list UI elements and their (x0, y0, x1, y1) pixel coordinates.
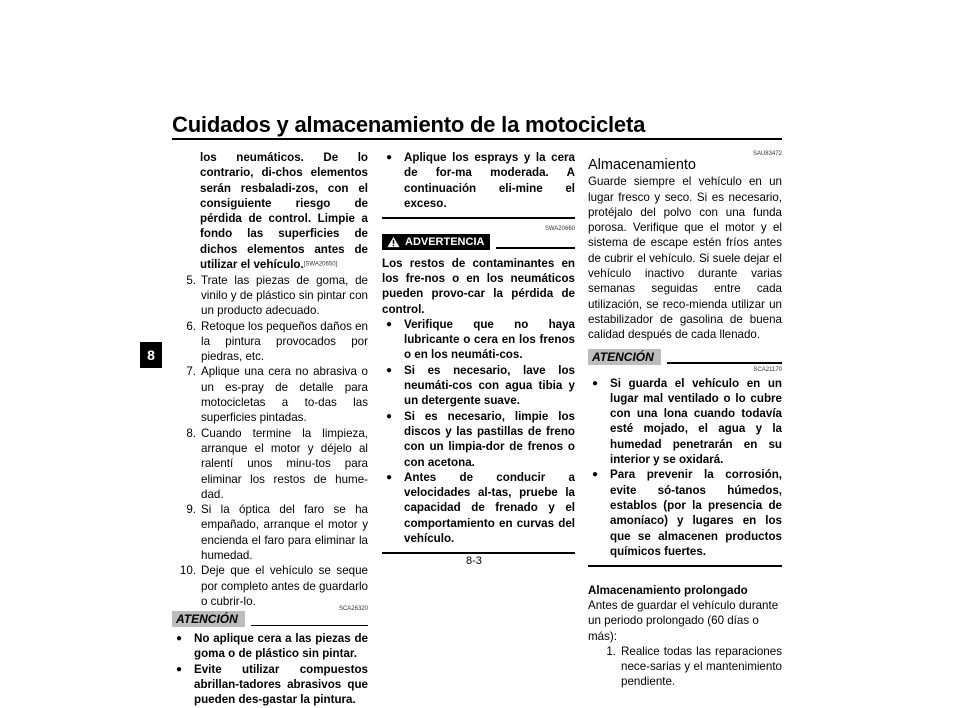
step-number: 5. (186, 273, 196, 287)
chapter-tab: 8 (140, 342, 162, 368)
page-title: Cuidados y almacenamiento de la motocicleta (172, 112, 646, 137)
atencion-label: ATENCIÓN (172, 611, 245, 627)
section-title: Almacenamiento (588, 157, 696, 173)
atencion-bullet (588, 467, 782, 559)
warning-code: SWA20660 (544, 225, 575, 232)
notice-rule (496, 247, 575, 249)
notice-end-rule (382, 217, 575, 219)
atencion-notice-header (588, 349, 782, 365)
bullet-text: Si es necesario, limpie los discos y las pastillas de freno con un limpia-dor de frenos o con acetona. (404, 409, 575, 469)
column-1 (172, 150, 368, 708)
page-number: 8-3 (466, 555, 482, 567)
atencion-label: ATENCIÓN (588, 349, 661, 365)
column-3 (588, 150, 782, 690)
step-number: 8. (186, 426, 196, 440)
warning-badge (382, 234, 490, 250)
atencion-bullet (588, 376, 782, 468)
column-2 (382, 150, 575, 554)
step-text: Realice todas las reparaciones nece-sarias y el mantenimiento pendiente. (621, 644, 782, 689)
notice-rule (667, 362, 782, 364)
subsection-intro: Antes de guardar el vehículo durante un periodo prolongado (60 días o más): (588, 598, 779, 643)
step-number: 7. (186, 365, 196, 379)
warning-notice-header (382, 234, 575, 250)
warning-label: ADVERTENCIA (405, 235, 485, 248)
spray-bullet (382, 150, 575, 211)
notice-end-rule (382, 552, 575, 554)
bullet-text: Antes de conducir a velocidades al-tas, pruebe la capacidad de frenado y el comportamiento en curvas del vehículo. (404, 470, 575, 546)
bullet-icon: ● (592, 469, 599, 481)
subsection-title: Almacenamiento prolongado (588, 583, 748, 597)
bullet-icon: ● (386, 410, 393, 422)
warning-bullet (382, 409, 575, 470)
step-text: Aplique una cera no abrasiva o un es-pray de detalle para motocicletas a to-das las superficies pintadas. (201, 365, 368, 425)
warning-continuation (172, 150, 368, 273)
step-number: 9. (186, 503, 196, 517)
step-item (172, 273, 368, 319)
step-text: Retoque los pequeños daños en la pintura provocados por piedras, etc. (201, 319, 368, 364)
bullet-text: Evite utilizar compuestos abrillan-tadores abrasivos que pueden des-gastar la pintura. (194, 662, 368, 707)
bullet-text: Si es necesario, lave los neumáti-cos con agua tibia y un detergente suave. (404, 363, 575, 408)
step-item (172, 319, 368, 365)
section-body: Guarde siempre el vehículo en un lugar fresco y seco. Si es necesario, protéjalo del polvo con una funda porosa. Verifique que el motor y el sistema de escape estén fríos antes de cubrir el vehículo. Si suele dejar el vehículo inactivo durante varias semanas seguidas entre cada utilización, se reco-mienda utilizar un estabilizador de gasolina de buena calidad después de cada llenado. (588, 175, 782, 342)
warning-bullet (382, 317, 575, 363)
step-number: 1. (606, 644, 616, 658)
atencion-bullet (172, 662, 368, 708)
step-number: 6. (186, 319, 196, 333)
bullet-icon: ● (176, 663, 183, 675)
step-item (172, 502, 368, 563)
step-item (172, 364, 368, 425)
warning-triangle-icon (387, 236, 400, 248)
bullet-icon: ● (386, 152, 393, 163)
step-item (588, 644, 782, 690)
warning-bullet (382, 363, 575, 409)
section-code: SAU83472 (752, 151, 782, 157)
bullet-text: Verifique que no haya lubricante o cera en los frenos o en los neumáti-cos. (404, 317, 575, 362)
atencion-code: SCA21170 (753, 366, 782, 373)
bullet-text: Si guarda el vehículo en un lugar mal ventilado o lo cubre con una lona cuando todavía esté mojado, el agua y la humedad penetrarán en su interior y se oxidará. (610, 376, 782, 467)
warning-bullet (382, 470, 575, 546)
step-item (172, 426, 368, 502)
step-number: 10. (179, 564, 196, 578)
step-text: Si la óptica del faro se ha empañado, arranque el motor y encienda el faro para eliminar la humedad. (201, 503, 368, 562)
warning-code: [SWA20650] (303, 261, 338, 268)
atencion-code: SCA26320 (338, 606, 368, 613)
bullet-icon: ● (592, 377, 599, 389)
bullet-icon: ● (176, 633, 183, 645)
warning-intro: Los restos de contaminantes en los fre-nos o en los neumáticos pueden provo-car la pérdida de control. (382, 256, 575, 316)
bullet-icon: ● (386, 318, 393, 330)
step-text: Trate las piezas de goma, de vinilo y de plástico sin pintar con un producto adecuado. (201, 273, 368, 318)
bullet-icon: ● (386, 471, 393, 483)
atencion-bullet (172, 631, 368, 662)
bullet-text: Para prevenir la corrosión, evite só-tanos húmedos, establos (por la presencia de amoníaco) y lugares en los que se almacenen productos químicos fuertes. (610, 468, 782, 558)
bullet-text: No aplique cera a las piezas de goma o de plástico sin pintar. (194, 632, 368, 661)
bullet-icon: ● (386, 364, 393, 376)
bullet-text: Aplique los esprays y la cera de for-ma moderada. A continuación eli-mine el exceso. (404, 151, 575, 210)
warning-continuation-text: los neumáticos. De lo contrario, di-chos elementos serán resbaladi-zos, con el consiguiente riesgo de pérdida de control. Limpie a fondo las superficies de dichos elementos antes de utilizar el vehículo. (200, 151, 368, 272)
step-item (172, 563, 368, 609)
step-text: Deje que el vehículo se seque por completo antes de guardarlo o cubrir-lo. (201, 564, 368, 608)
step-text: Cuando termine la limpieza, arranque el motor y déjelo al ralentí unos minu-tos para eliminar los restos de hume-dad. (201, 426, 368, 501)
notice-rule (251, 625, 368, 627)
title-rule (172, 138, 782, 140)
atencion-notice-header (172, 611, 368, 627)
